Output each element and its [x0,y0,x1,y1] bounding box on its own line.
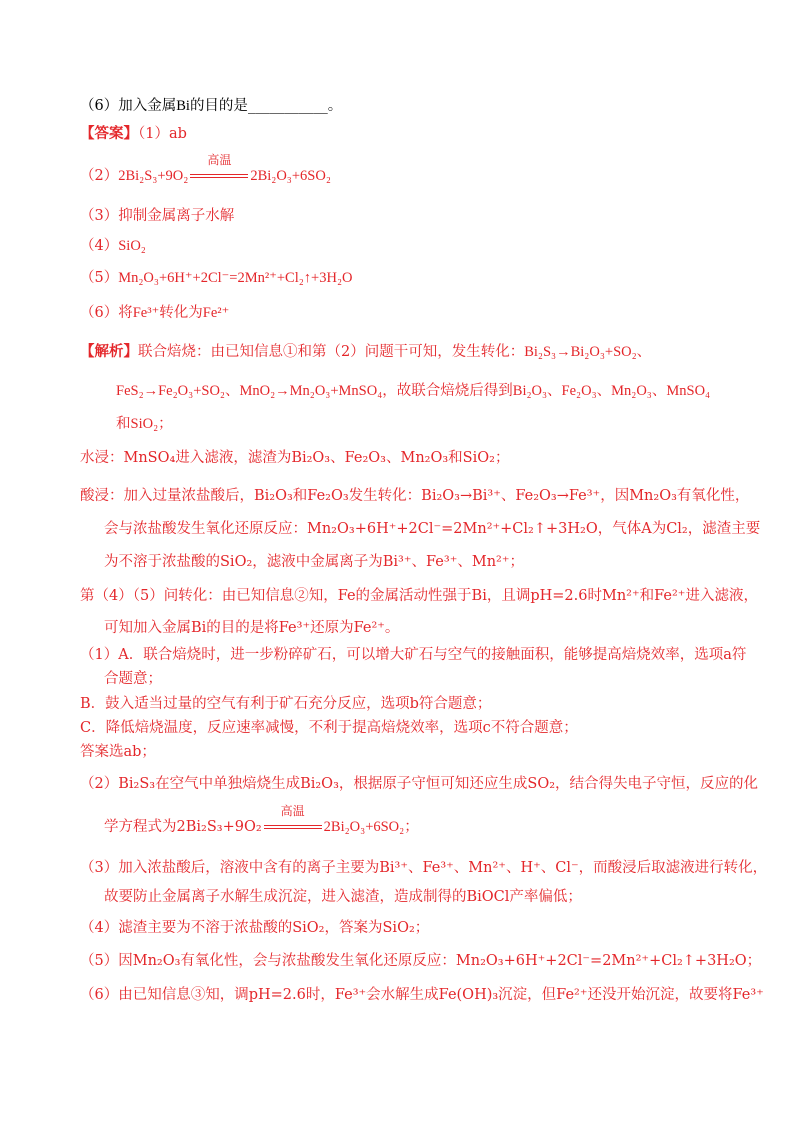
analysis-line-4: 水浸：MnSO₄进入滤液，滤渣为Bi₂O₃、Fe₂O₃、Mn₂O₃和SiO₂； [80,450,510,466]
analysis-line-1: 【解析】联合焙烧：由已知信息①和第（2）问题干可知，发生转化：Bi₂S₃→Bi₂O₃+SO₂、 [80,343,652,360]
analysis-line-11: 合题意； [104,671,162,687]
analysis-line-3: 和SiO₂； [116,416,173,432]
analysis-line-19: （4）滤渣主要为不溶于浓盐酸的SiO₂，答案为SiO₂； [80,920,430,936]
analysis-line-17: （3）加入浓盐酸后，溶液中含有的离子主要为Bi³⁺、Fe³⁺、Mn²⁺、H⁺、Cl⁻，而酸浸后取滤液进行转化， [80,860,768,876]
analysis-line-20: （5）因Mn₂O₃有氧化性，会与浓盐酸发生氧化还原反应：Mn₂O₃+6H⁺+2Cl⁻=2Mn²⁺+Cl₂↑+3H₂O； [80,953,762,969]
analysis-line-18: 故要防止金属离子水解生成沉淀，进入滤渣，造成制得的BiOCl产率偏低； [104,889,582,905]
analysis-line-14: 答案选ab； [80,744,156,760]
answer-line-4: （4）SiO₂ [80,238,146,254]
answer-label: 【答案】 [80,125,138,142]
answer-line-5: （5）Mn₂O₃+6H⁺+2Cl⁻=2Mn²⁺+Cl₂↑+3H₂O [80,270,353,286]
analysis-line-21: （6）由已知信息③知，调pH=2.6时，Fe³⁺会水解生成Fe(OH)₃沉淀，但Fe²⁺还没开始沉淀，故要将Fe³⁺ [80,987,764,1003]
analysis-line-7: 为不溶于浓盐酸的SiO₂，滤液中金属离子为Bi³⁺、Fe³⁺、Mn²⁺； [104,554,524,570]
analysis-line-8: 第（4）（5）问转化：由已知信息②知，Fe的金属活动性强于Bi，且调pH=2.6时Mn²⁺和Fe²⁺进入滤液， [80,588,758,604]
analysis-label: 【解析】 [80,343,138,360]
reaction-condition: 高温 [188,166,250,186]
analysis-line-15: （2）Bi₂S₃在空气中单独焙烧生成Bi₂O₃，根据原子守恒可知还应生成SO₂，结合得失电子守恒，反应的化 [80,776,759,792]
analysis-line-13: C．降低焙烧温度，反应速率减慢，不利于提高焙烧效率，选项c不符合题意； [80,720,578,736]
answer-line-1: 【答案】（1）ab [80,125,187,142]
analysis-line-5: 酸浸：加入过量浓盐酸后，Bi₂O₃和Fe₂O₃发生转化：Bi₂O₃→Bi³⁺、Fe₂O₃→Fe³⁺，因Mn₂O₃有氧化性， [80,488,750,504]
analysis-line-10: （1）A．联合焙烧时，进一步粉碎矿石，可以增大矿石与空气的接触面积，能够提高焙烧效率，选项a符 [80,647,747,663]
analysis-line-12: B．鼓入适当过量的空气有利于矿石充分反应，选项b符合题意； [80,696,492,712]
analysis-line-2: FeS₂→Fe₂O₃+SO₂、MnO₂→Mn₂O₃+MnSO₄，故联合焙烧后得到Bi₂O₃、Fe₂O₃、Mn₂O₃、MnSO₄ [116,383,711,399]
answer-line-3: （3）抑制金属离子水解 [80,208,235,224]
answer-line-2: （2）2Bi₂S₃+9O₂ 高温 2Bi₂O₃+6SO₂ [80,153,331,184]
question-6: （6）加入金属Bi的目的是___________。 [80,98,343,114]
analysis-line-6: 会与浓盐酸发生氧化还原反应：Mn₂O₃+6H⁺+2Cl⁻=2Mn²⁺+Cl₂↑+3H₂O，气体A为Cl₂，滤渣主要 [104,521,761,537]
reaction-condition-2: 高温 [262,817,324,837]
analysis-line-16: 学方程式为2Bi₂S₃+9O₂ 高温 2Bi₂O₃+6SO₂； [104,804,419,835]
answer-line-6: （6）将Fe³⁺转化为Fe²⁺ [80,305,230,321]
analysis-line-9: 可知加入金属Bi的目的是将Fe³⁺还原为Fe²⁺。 [104,620,400,636]
